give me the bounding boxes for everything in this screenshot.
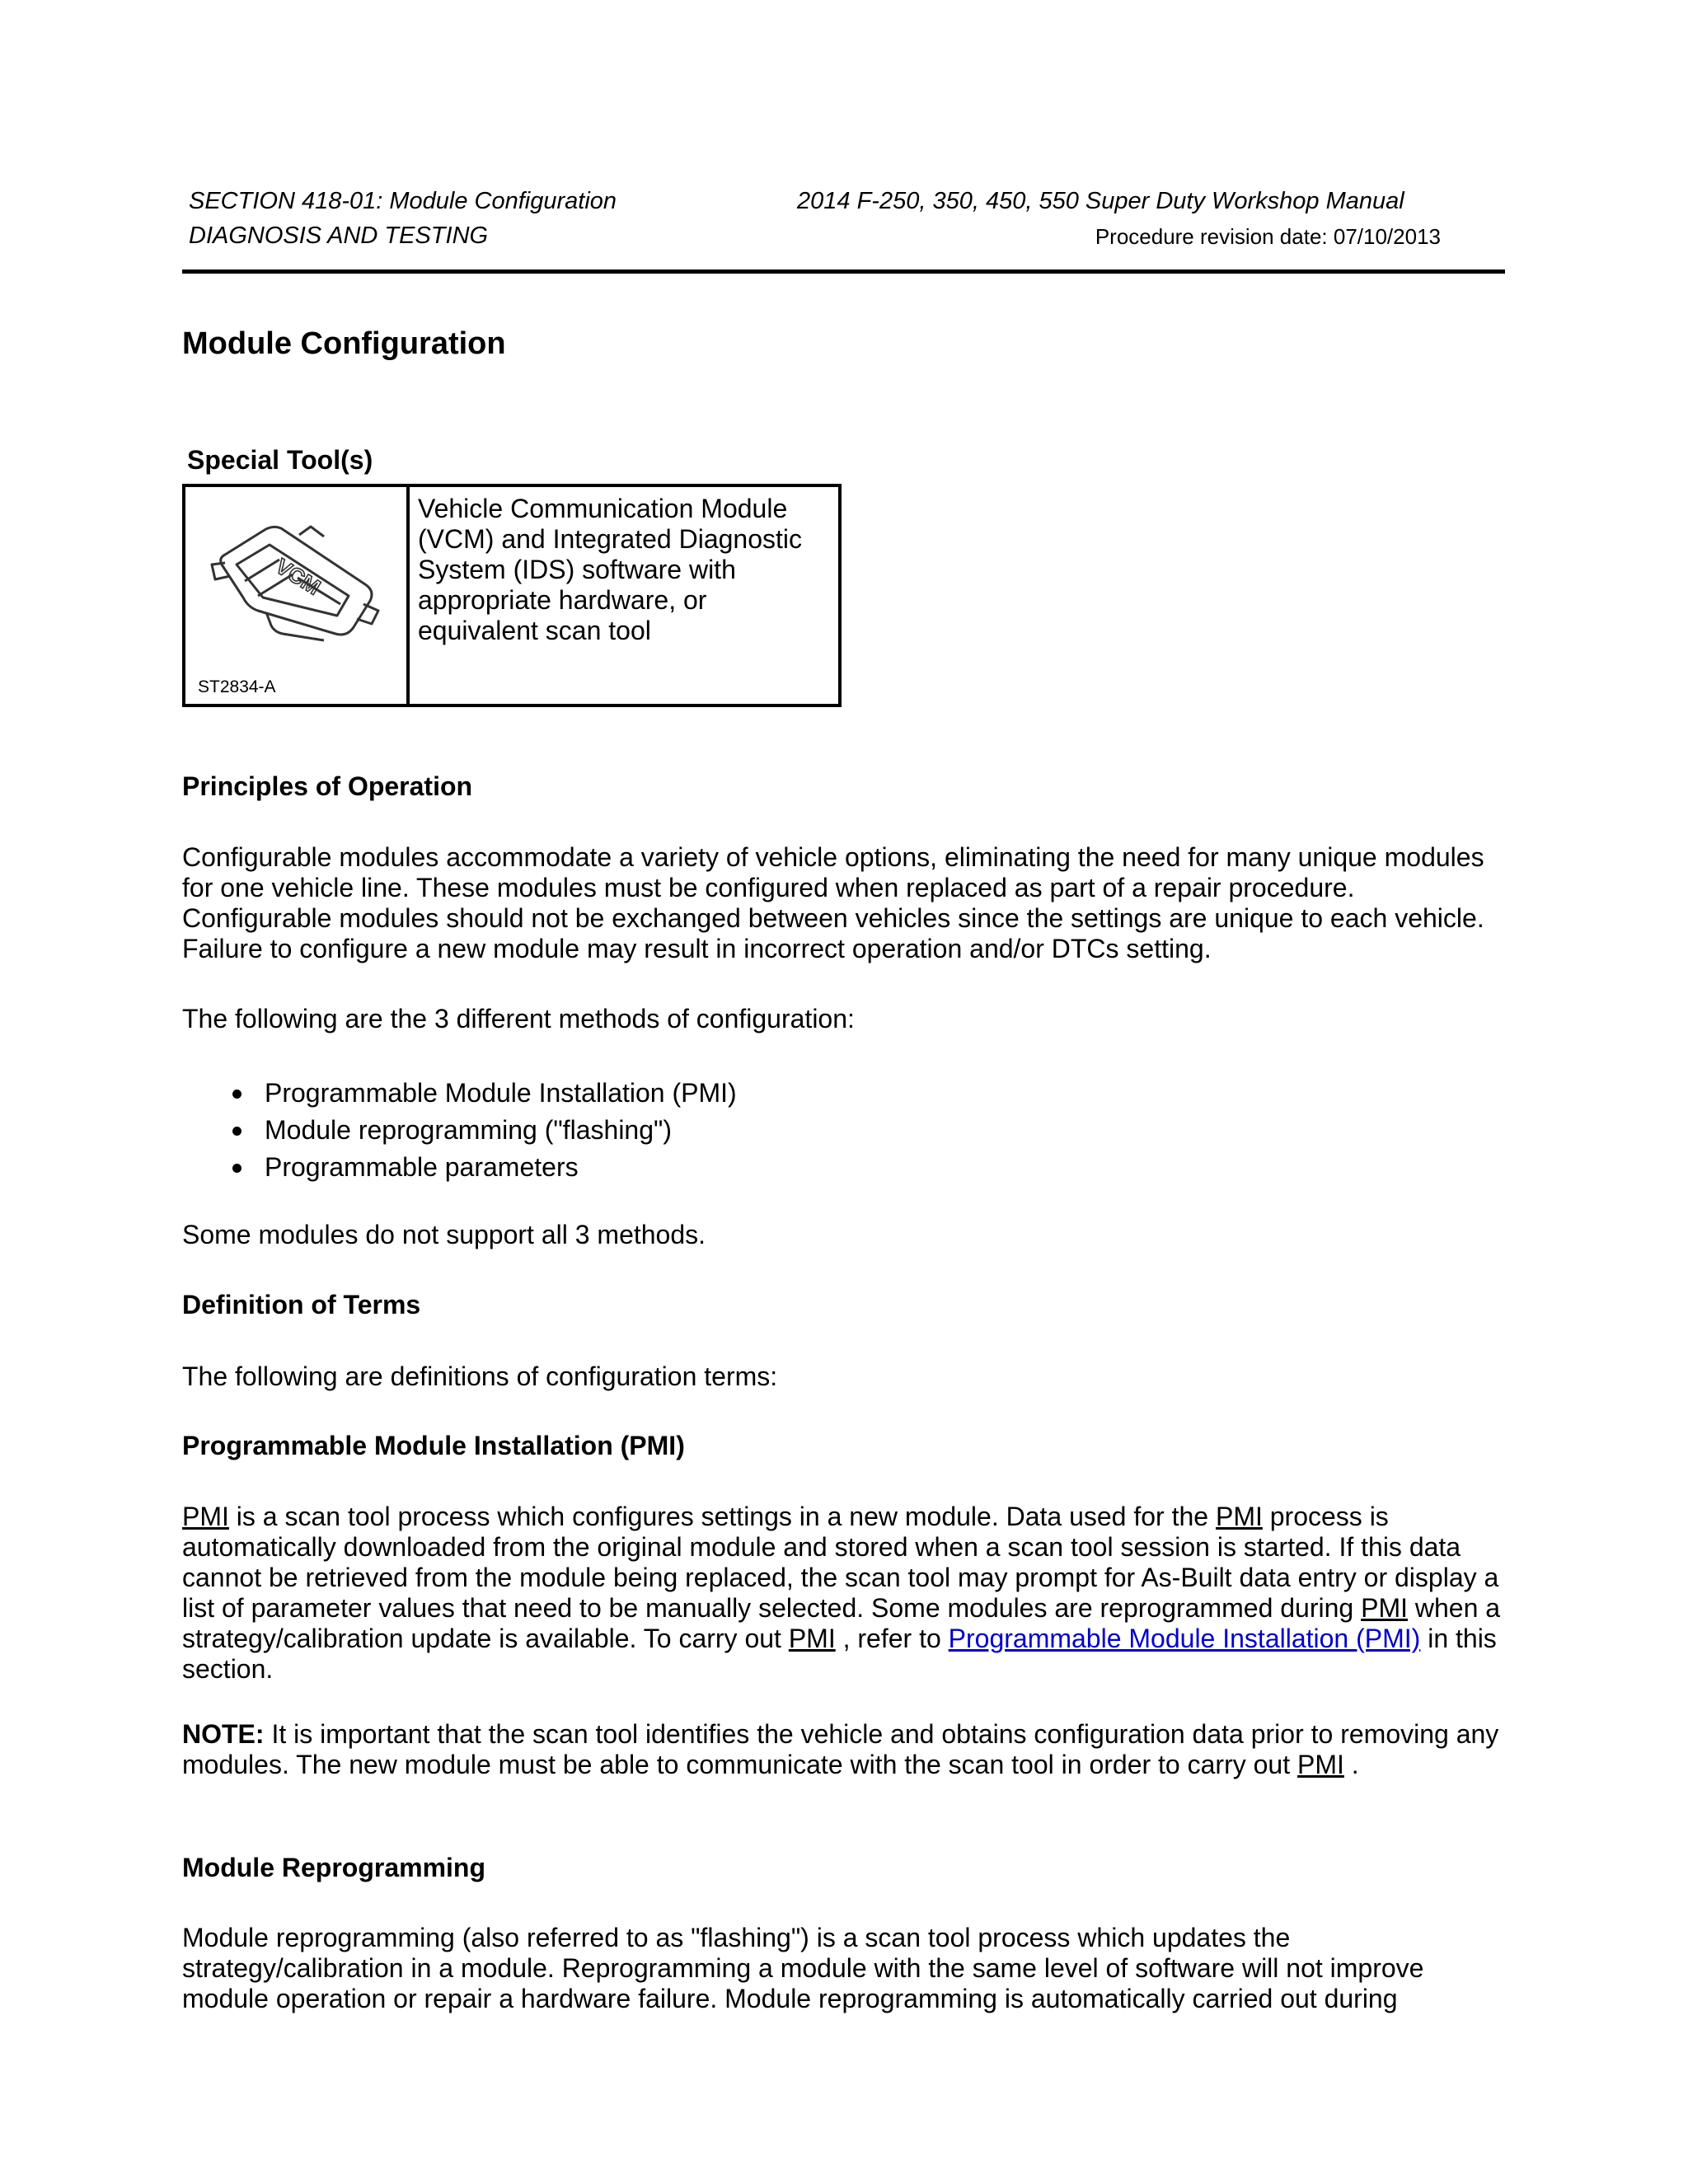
list-item: Programmable parameters bbox=[182, 1149, 1509, 1186]
methods-list bbox=[182, 1075, 1509, 1186]
list-item: Module reprogramming ("flashing") bbox=[182, 1112, 1509, 1149]
special-tools-caption: Special Tool(s) bbox=[187, 445, 373, 475]
pmi-heading bbox=[182, 1431, 1509, 1461]
principles-heading bbox=[182, 771, 1509, 802]
definitions-title: Definition of Terms bbox=[182, 1290, 421, 1319]
principles-para-3: Some modules do not support all 3 methods. bbox=[182, 1220, 706, 1249]
revision-date: Procedure revision date: 07/10/2013 bbox=[1095, 224, 1441, 249]
tool-description: Vehicle Communication Module (VCM) and Integrated Diagnostic System (IDS) software with appropriate hardware, or equivalent scan tool bbox=[418, 494, 802, 645]
pmi-abbr: PMI bbox=[1215, 1502, 1263, 1531]
section-title: SECTION 418-01: Module Configuration bbox=[189, 188, 617, 214]
bullet-icon bbox=[232, 1127, 241, 1136]
section-category: DIAGNOSIS AND TESTING bbox=[189, 223, 489, 249]
bullet-icon bbox=[232, 1090, 241, 1099]
note-paragraph: NOTE: It is important that the scan tool identifies the vehicle and obtains configuration data prior to removing any modules. The new module must be able to communicate with the scan tool in order to carry out PMI . bbox=[182, 1719, 1499, 1779]
reprogramming-heading bbox=[182, 1853, 1509, 1883]
page-header bbox=[189, 183, 1511, 272]
pmi-abbr: PMI bbox=[788, 1624, 836, 1653]
principles-para-2: The following are the 3 different methods of configuration: bbox=[182, 1004, 855, 1033]
note-label: NOTE: bbox=[182, 1719, 265, 1749]
pmi-procedure-link[interactable]: Programmable Module Installation (PMI) bbox=[948, 1624, 1421, 1653]
bullet-icon bbox=[232, 1164, 241, 1173]
pmi-abbr: PMI bbox=[182, 1502, 229, 1531]
definitions-heading bbox=[182, 1290, 1509, 1320]
special-tools-table bbox=[182, 484, 842, 707]
header-divider bbox=[182, 269, 1505, 274]
pmi-abbr: PMI bbox=[1361, 1593, 1408, 1623]
manual-title: 2014 F-250, 350, 450, 550 Super Duty Workshop Manual bbox=[797, 188, 1404, 214]
tool-logo-text: VCM bbox=[271, 553, 326, 600]
reprogramming-paragraph: Module reprogramming (also referred to as "flashing") is a scan tool process which updates the strategy/calibration in a module. Reprogramming a module with the same level of software will not improve module operation or repair a hardware failure. Module reprogramming is automatically carried out during bbox=[182, 1923, 1424, 2013]
pmi-title: Programmable Module Installation (PMI) bbox=[182, 1431, 685, 1460]
principles-para-1: Configurable modules accommodate a variety of vehicle options, eliminating the need for many unique modules for one vehicle line. These modules must be configured when replaced as part of a repair procedure. Configurable modules should not be exchanged between vehicles since the settings are unique to each vehicle. Failure to configure a new module may result in incorrect operation and/or DTCs setting. bbox=[182, 842, 1484, 963]
tool-image-cell bbox=[185, 487, 410, 704]
list-item: Programmable Module Installation (PMI) bbox=[182, 1075, 1509, 1112]
page-title: Module Configuration bbox=[182, 326, 506, 361]
reprogramming-title: Module Reprogramming bbox=[182, 1853, 486, 1882]
definitions-intro: The following are definitions of configuration terms: bbox=[182, 1361, 778, 1391]
pmi-abbr: PMI bbox=[1296, 1750, 1344, 1779]
pmi-paragraph: PMI is a scan tool process which configures settings in a new module. Data used for the PMI process is automatically downloaded from the original module and stored when a scan tool session is started. If this data cannot be retrieved from the module being replaced, the scan tool may prompt for As-Built data entry or display a list of parameter values that need to be manually selected. Some modules are reprogrammed during PMI when a strategy/calibration update is available. To carry out PMI , refer to Programmable Module Installation (PMI) in this section. bbox=[182, 1502, 1501, 1684]
principles-title: Principles of Operation bbox=[182, 771, 473, 801]
vcm-device-icon bbox=[200, 512, 390, 660]
tool-code: ST2834-A bbox=[198, 677, 276, 696]
